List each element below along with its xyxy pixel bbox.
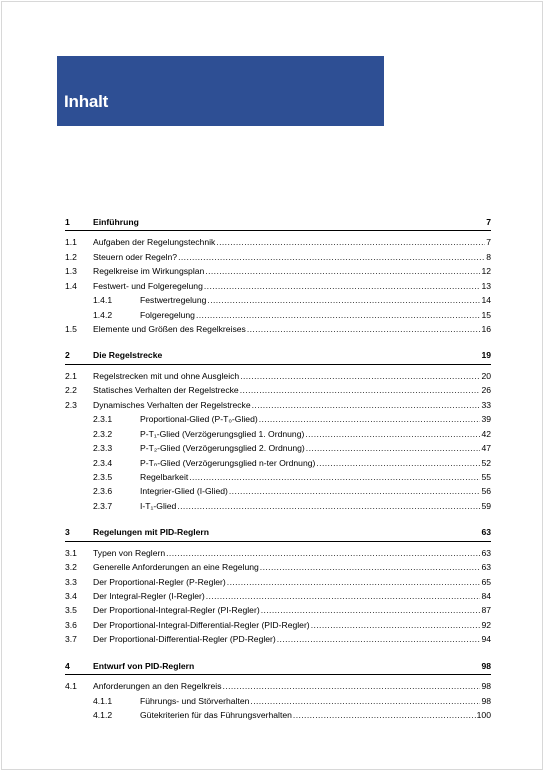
toc-dot-leader: [163, 349, 480, 363]
toc-entry-page: 59: [481, 500, 491, 511]
toc-entry-number: 2.3.3: [93, 443, 113, 454]
toc-entry-number: 4.1.2: [93, 710, 113, 721]
toc-entry-title: Regelungen mit PID-Reglern: [93, 527, 210, 538]
toc-section-entry[interactable]: [65, 264, 491, 278]
toc-entry-page: 98: [481, 695, 491, 706]
toc-subsection-entry[interactable]: [65, 694, 491, 708]
toc-dot-leader: [229, 484, 481, 498]
toc-entry-title: Regelstrecken mit und ohne Ausgleich: [93, 370, 240, 381]
toc-entry-title: Die Regelstrecke: [93, 350, 163, 361]
toc-entry-title: Anforderungen an den Regelkreis: [93, 681, 222, 692]
toc-chapter: [65, 525, 491, 647]
toc-dot-leader: [240, 369, 480, 383]
toc-entry-page: 15: [481, 309, 491, 320]
toc-subsection-entry[interactable]: [65, 456, 491, 470]
toc-entry-title: Der Proportional-Regler (P-Regler): [93, 576, 226, 587]
toc-entry-page: 20: [481, 370, 491, 381]
toc-entry-number: 4: [65, 660, 70, 671]
toc-entry-title: Steuern oder Regeln?: [93, 251, 178, 262]
toc-entry-page: 63: [481, 547, 491, 558]
toc-entry-number: 2.3: [65, 399, 77, 410]
toc-entry-title: Regelbarkeit: [140, 471, 189, 482]
chapter-separator-line: [65, 674, 491, 675]
toc-dot-leader: [207, 293, 480, 307]
toc-subsection-entry[interactable]: [65, 308, 491, 322]
toc-entry-page: 98: [481, 660, 491, 671]
toc-entry-number: 1.4.1: [93, 295, 113, 306]
toc-section-entry[interactable]: [65, 679, 491, 693]
toc-entry-number: 1.5: [65, 324, 77, 335]
toc-dot-leader: [204, 279, 481, 293]
chapter-separator-line: [65, 541, 491, 542]
toc-entry-number: 2.3.6: [93, 486, 113, 497]
toc-entry-page: 42: [481, 428, 491, 439]
toc-dot-leader: [196, 308, 480, 322]
toc-entry-title: Integrier-Glied (I-Glied): [140, 486, 228, 497]
toc-subsection-entry[interactable]: [65, 708, 491, 722]
toc-entry-number: 1.4.2: [93, 309, 113, 320]
toc-dot-leader: [140, 215, 485, 229]
toc-entry-title: Der Integral-Regler (I-Regler): [93, 591, 205, 602]
toc-entry-number: 2.3.4: [93, 457, 113, 468]
toc-entry-title: Der Proportional-Integral-Regler (PI-Regler): [93, 605, 260, 616]
toc-dot-leader: [177, 499, 480, 513]
toc-entry-number: 2.3.1: [93, 414, 113, 425]
toc-section-entry[interactable]: [65, 618, 491, 632]
toc-entry-page: 16: [481, 324, 491, 335]
toc-entry-page: 12: [481, 266, 491, 277]
toc-entry-title: Entwurf von PID-Reglern: [93, 660, 195, 671]
toc-dot-leader: [250, 694, 480, 708]
toc-chapter: [65, 215, 491, 337]
toc-entry-page: 14: [481, 295, 491, 306]
toc-section-entry[interactable]: [65, 383, 491, 397]
toc-entry-title: P-T₁-Glied (Verzögerungsglied 1. Ordnung): [140, 428, 305, 439]
table-of-contents: [65, 215, 491, 735]
toc-section-entry[interactable]: [65, 322, 491, 336]
toc-entry-number: 2.3.5: [93, 471, 113, 482]
toc-dot-leader: [247, 322, 481, 336]
toc-entry-page: 65: [481, 576, 491, 587]
toc-entry-number: 2.2: [65, 385, 77, 396]
toc-entry-number: 3.2: [65, 562, 77, 573]
toc-dot-leader: [216, 235, 485, 249]
toc-entry-number: 1.4: [65, 280, 77, 291]
page-title: Inhalt: [64, 92, 109, 111]
toc-chapter: [65, 659, 491, 723]
toc-entry-page: 8: [486, 251, 491, 262]
toc-entry-number: 3: [65, 527, 70, 538]
toc-dot-leader: [277, 632, 481, 646]
toc-dot-leader: [227, 575, 481, 589]
toc-entry-title: Folgeregelung: [140, 309, 195, 320]
toc-entry-number: 2.3.7: [93, 500, 113, 511]
toc-dot-leader: [316, 456, 480, 470]
toc-section-entry[interactable]: [65, 250, 491, 264]
toc-entry-page: 94: [481, 634, 491, 645]
toc-section-entry[interactable]: [65, 589, 491, 603]
toc-entry-number: 3.1: [65, 547, 77, 558]
toc-section-entry[interactable]: [65, 604, 491, 618]
toc-subsection-entry[interactable]: [65, 293, 491, 307]
toc-chapter-heading[interactable]: [65, 349, 491, 363]
toc-entry-page: 7: [486, 237, 491, 248]
toc-chapter: [65, 349, 491, 514]
toc-entry-page: 63: [481, 562, 491, 573]
toc-section-entry[interactable]: [65, 575, 491, 589]
toc-chapter-heading[interactable]: [65, 525, 491, 539]
toc-entry-page: 100: [476, 710, 491, 721]
toc-entry-title: Regelkreise im Wirkungsplan: [93, 266, 205, 277]
toc-chapter-heading[interactable]: [65, 659, 491, 673]
toc-entry-title: Typen von Reglern: [93, 547, 166, 558]
toc-entry-number: 1.1: [65, 237, 77, 248]
toc-dot-leader: [260, 560, 481, 574]
toc-entry-title: Der Proportional-Integral-Differential-Regler (PID-Regler): [93, 619, 310, 630]
toc-entry-number: 1: [65, 216, 70, 227]
toc-section-entry[interactable]: [65, 546, 491, 560]
toc-entry-title: Generelle Anforderungen an eine Regelung: [93, 562, 259, 573]
toc-entry-number: 4.1: [65, 681, 77, 692]
toc-entry-page: 55: [481, 471, 491, 482]
toc-entry-number: 2.1: [65, 370, 77, 381]
toc-entry-page: 52: [481, 457, 491, 468]
toc-dot-leader: [306, 441, 481, 455]
toc-dot-leader: [178, 250, 485, 264]
toc-dot-leader: [259, 412, 481, 426]
toc-entry-page: 98: [481, 681, 491, 692]
toc-entry-page: 7: [486, 216, 491, 227]
toc-entry-number: 3.4: [65, 591, 77, 602]
toc-dot-leader: [210, 525, 480, 539]
toc-dot-leader: [223, 679, 481, 693]
toc-entry-number: 3.7: [65, 634, 77, 645]
toc-section-entry[interactable]: [65, 369, 491, 383]
toc-entry-page: 92: [481, 619, 491, 630]
toc-entry-number: 3.6: [65, 619, 77, 630]
toc-entry-title: I-T₁-Glied: [140, 500, 177, 511]
toc-dot-leader: [261, 604, 481, 618]
toc-chapter-heading[interactable]: [65, 215, 491, 229]
toc-section-entry[interactable]: [65, 235, 491, 249]
toc-entry-title: Einführung: [93, 216, 139, 227]
toc-entry-page: 33: [481, 399, 491, 410]
toc-dot-leader: [240, 383, 481, 397]
toc-dot-leader: [252, 398, 481, 412]
toc-dot-leader: [205, 264, 480, 278]
toc-entry-number: 2.3.2: [93, 428, 113, 439]
toc-entry-title: Festwert- und Folgeregelung: [93, 280, 203, 291]
toc-section-entry[interactable]: [65, 632, 491, 646]
toc-subsection-entry[interactable]: [65, 470, 491, 484]
toc-entry-page: 19: [481, 350, 491, 361]
chapter-separator-line: [65, 364, 491, 365]
toc-section-entry[interactable]: [65, 398, 491, 412]
toc-subsection-entry[interactable]: [65, 484, 491, 498]
toc-entry-title: Elemente und Größen des Regelkreises: [93, 324, 246, 335]
toc-entry-page: 47: [481, 443, 491, 454]
toc-dot-leader: [195, 659, 480, 673]
toc-dot-leader: [206, 589, 481, 603]
toc-dot-leader: [166, 546, 480, 560]
toc-entry-page: 84: [481, 591, 491, 602]
toc-entry-number: 2: [65, 350, 70, 361]
toc-entry-page: 63: [481, 527, 491, 538]
toc-entry-title: Statisches Verhalten der Regelstrecke: [93, 385, 239, 396]
toc-entry-title: Dynamisches Verhalten der Regelstrecke: [93, 399, 251, 410]
toc-entry-number: 4.1.1: [93, 695, 113, 706]
toc-section-entry[interactable]: [65, 560, 491, 574]
toc-entry-number: 3.5: [65, 605, 77, 616]
toc-entry-page: 39: [481, 414, 491, 425]
toc-entry-title: Gütekriterien für das Führungsverhalten: [140, 710, 292, 721]
toc-subsection-entry[interactable]: [65, 427, 491, 441]
toc-entry-number: 1.2: [65, 251, 77, 262]
title-banner: [57, 56, 384, 126]
toc-subsection-entry[interactable]: [65, 499, 491, 513]
toc-entry-number: 1.3: [65, 266, 77, 277]
toc-entry-title: Aufgaben der Regelungstechnik: [93, 237, 216, 248]
toc-section-entry[interactable]: [65, 279, 491, 293]
toc-dot-leader: [189, 470, 480, 484]
toc-entry-title: Der Proportional-Differential-Regler (PD-Regler): [93, 634, 276, 645]
toc-entry-title: Proportional-Glied (P-T₀-Glied): [140, 414, 258, 425]
toc-entry-title: P-T₂-Glied (Verzögerungsglied 2. Ordnung): [140, 443, 305, 454]
toc-dot-leader: [311, 618, 481, 632]
toc-entry-page: 13: [481, 280, 491, 291]
toc-entry-page: 87: [481, 605, 491, 616]
chapter-separator-line: [65, 230, 491, 231]
toc-entry-page: 26: [481, 385, 491, 396]
toc-dot-leader: [305, 427, 480, 441]
toc-dot-leader: [293, 708, 476, 722]
toc-entry-title: Festwertregelung: [140, 295, 207, 306]
toc-entry-number: 3.3: [65, 576, 77, 587]
toc-entry-title: P-Tₙ-Glied (Verzögerungsglied n-ter Ordnung): [140, 457, 316, 468]
toc-entry-title: Führungs- und Störverhalten: [140, 695, 250, 706]
toc-subsection-entry[interactable]: [65, 412, 491, 426]
toc-subsection-entry[interactable]: [65, 441, 491, 455]
toc-entry-page: 56: [481, 486, 491, 497]
